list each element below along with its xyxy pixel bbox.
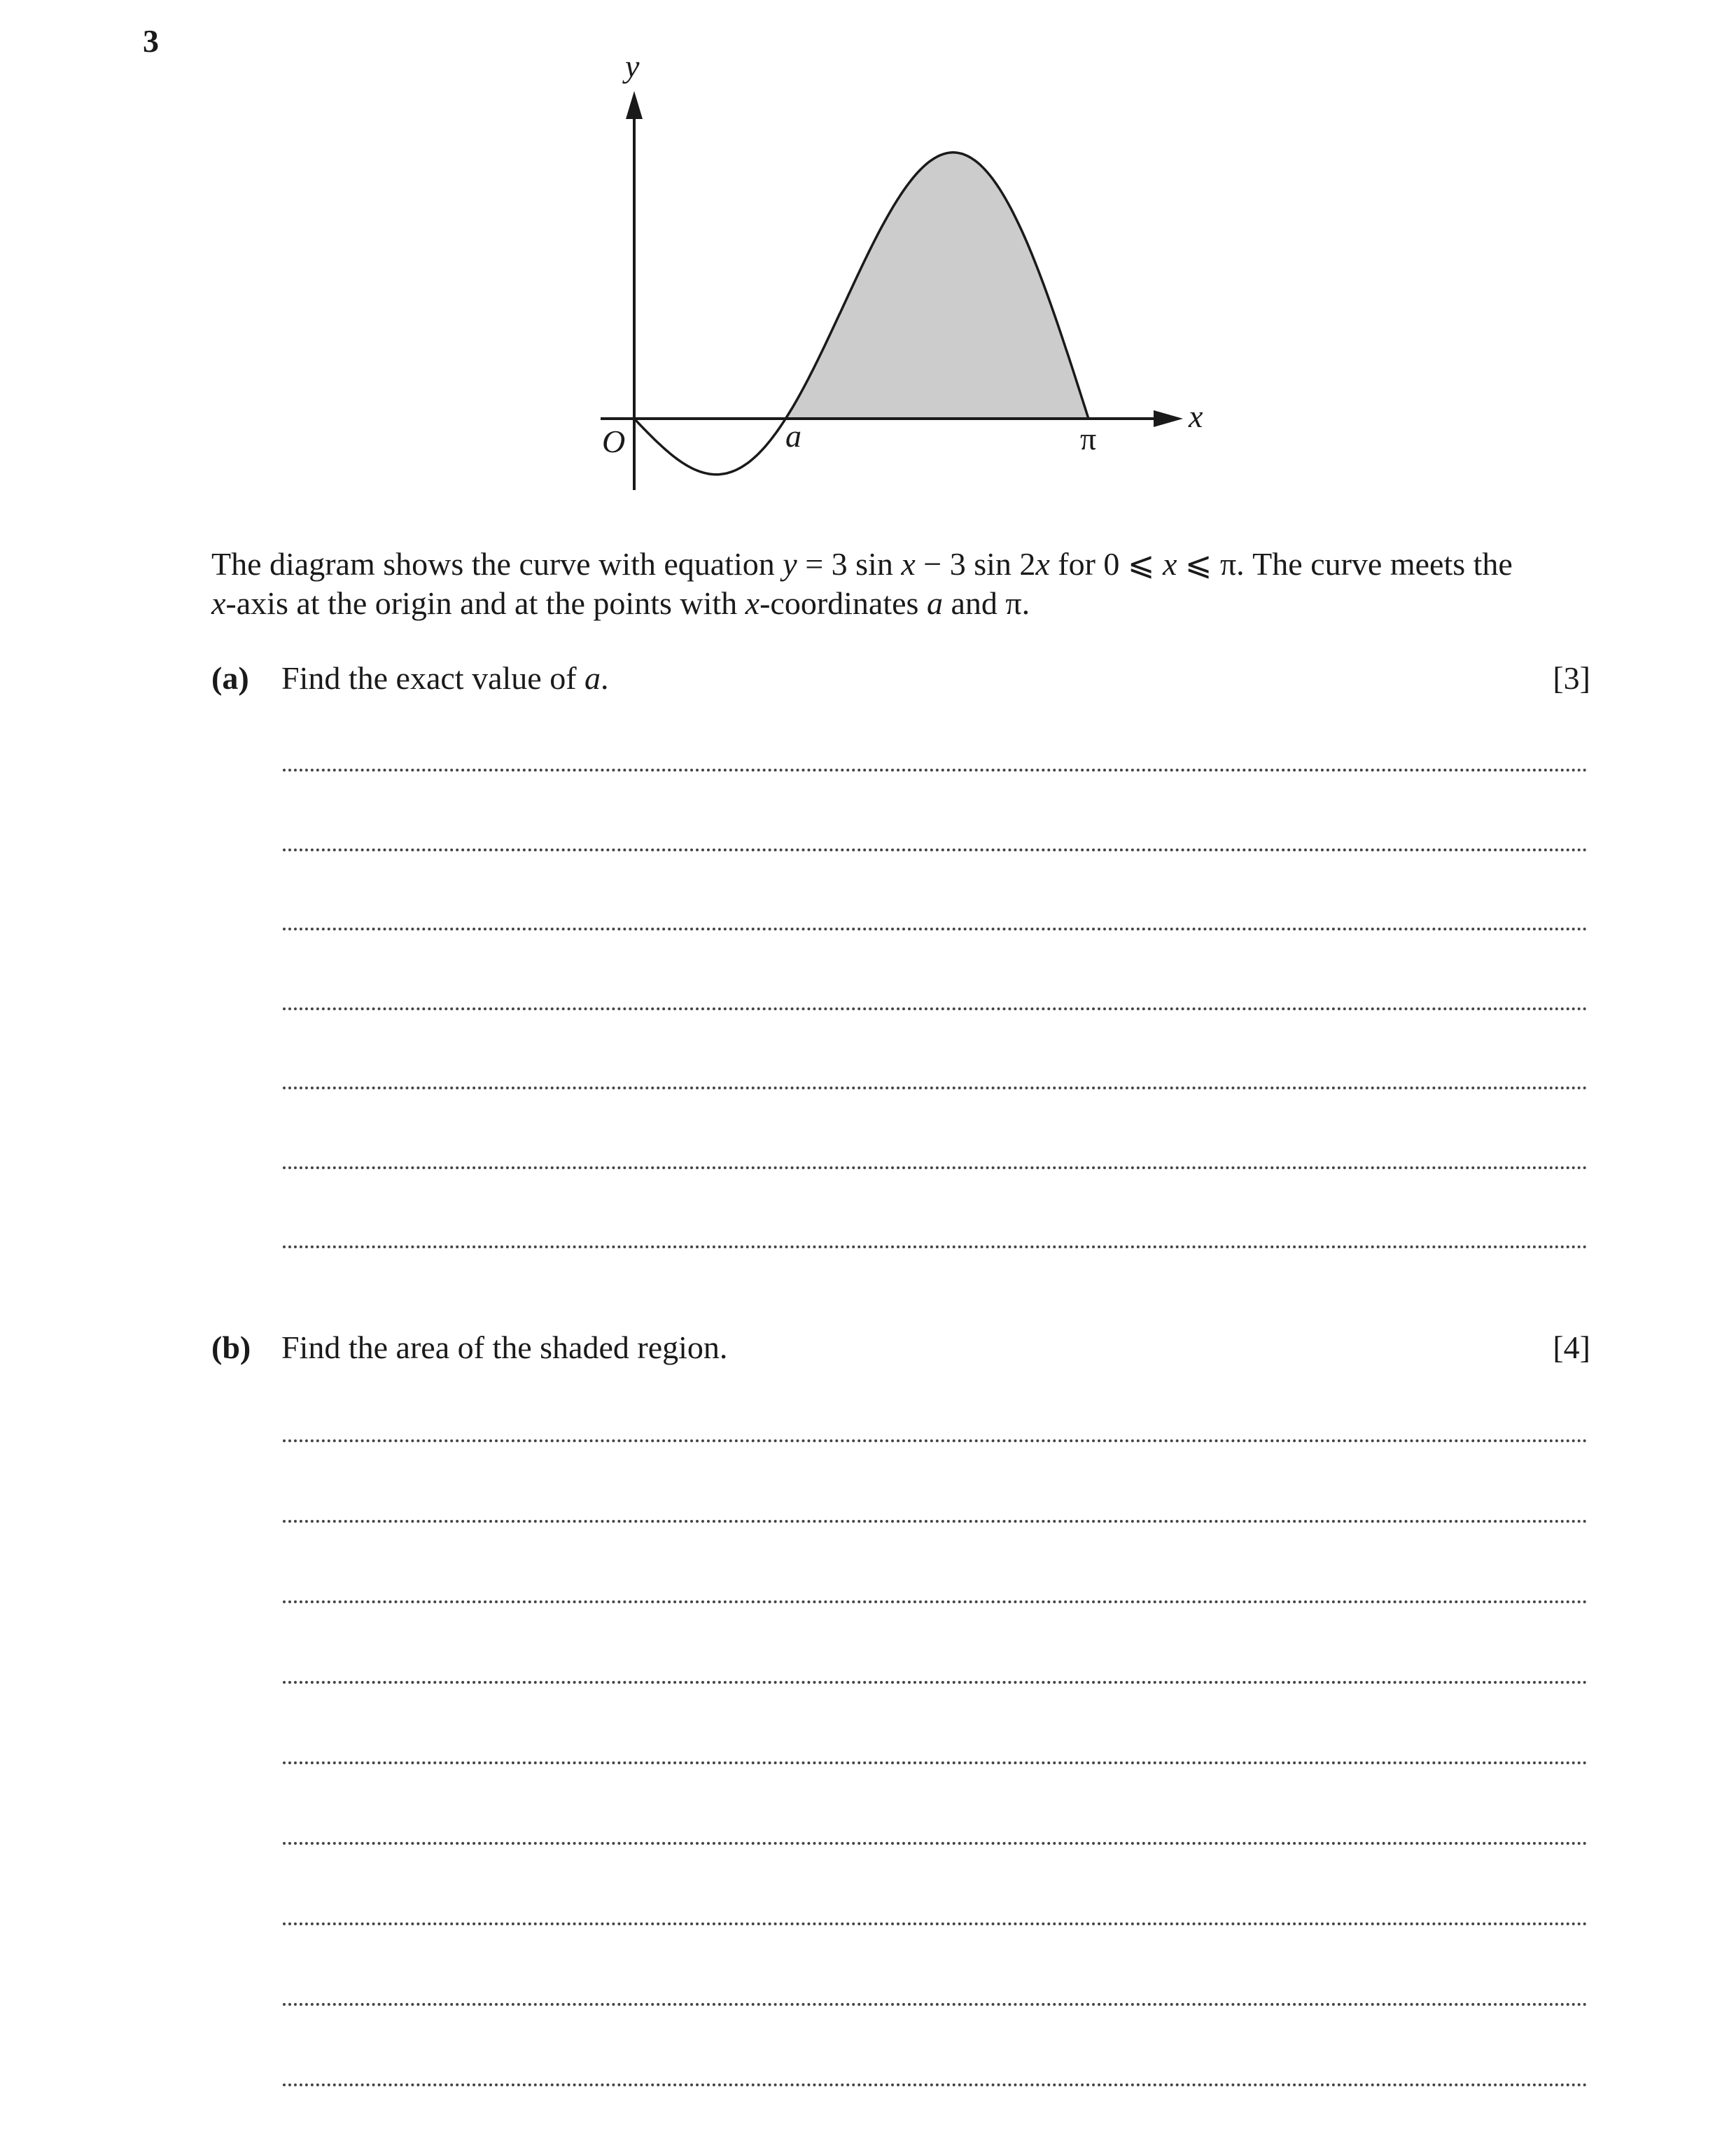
part-b-question: Find the area of the shaded region. — [281, 1329, 728, 1365]
answer-line-b[interactable] — [283, 1681, 1588, 1684]
intro-line-2 — [211, 584, 1590, 623]
intro-text: = 3 sin — [797, 546, 902, 582]
answer-line-a[interactable] — [283, 928, 1588, 930]
x-axis-label: x — [1189, 398, 1203, 434]
intro-var: a — [926, 585, 943, 621]
intro-text: − 3 sin 2 — [915, 546, 1036, 582]
part-a-question — [281, 659, 609, 697]
answer-line-b[interactable] — [283, 1842, 1588, 1845]
part-b-label: (b) — [211, 1329, 251, 1365]
part-a — [211, 659, 1590, 701]
intro-var: x — [1035, 546, 1050, 582]
intro-var: x — [745, 585, 760, 621]
intro-text: for 0 ⩽ — [1049, 546, 1163, 582]
intro-var: x — [1162, 546, 1177, 582]
answer-line-b[interactable] — [283, 1761, 1588, 1764]
part-a-variable: a — [584, 660, 601, 696]
part-a-label: (a) — [211, 660, 249, 696]
y-axis-label: y — [625, 48, 640, 84]
answer-line-a[interactable] — [283, 769, 1588, 772]
intro-var: x — [901, 546, 916, 582]
part-a-text: Find the exact value of — [281, 660, 585, 696]
y-axis-arrow-icon — [626, 91, 643, 119]
answer-line-a[interactable] — [283, 1245, 1588, 1248]
intro-text: and π. — [942, 585, 1030, 621]
intro-line-1 — [211, 545, 1590, 584]
answer-line-b[interactable] — [283, 1520, 1588, 1523]
answer-line-a[interactable] — [283, 1087, 1588, 1089]
part-a-text-end: . — [601, 660, 609, 696]
answer-line-a[interactable] — [283, 849, 1588, 851]
intro-text: The diagram shows the curve with equation — [211, 546, 783, 582]
part-b — [211, 1329, 1590, 1371]
answer-line-b[interactable] — [283, 2083, 1588, 2086]
root-a-label: a — [785, 418, 802, 454]
question-number: 3 — [143, 23, 159, 59]
curve-diagram — [0, 0, 1736, 518]
answer-line-a[interactable] — [283, 1007, 1588, 1010]
intro-text: ⩽ π. The curve meets the — [1177, 546, 1513, 582]
answer-line-b[interactable] — [283, 2003, 1588, 2006]
answer-line-b[interactable] — [283, 1922, 1588, 1925]
intro-text: -coordinates — [760, 585, 927, 621]
answer-line-a[interactable] — [283, 1166, 1588, 1169]
answer-line-b[interactable] — [283, 1600, 1588, 1603]
question-intro — [211, 545, 1590, 623]
x-axis-arrow-icon — [1154, 410, 1183, 427]
part-a-marks: [3] — [1553, 660, 1590, 696]
origin-label: O — [602, 424, 626, 459]
answer-line-b[interactable] — [283, 1439, 1588, 1442]
intro-text: -axis at the origin and at the points with — [225, 585, 746, 621]
root-pi-label: π — [1080, 421, 1097, 456]
intro-var: x — [211, 585, 226, 621]
intro-var: y — [783, 546, 797, 582]
part-b-marks: [4] — [1553, 1329, 1590, 1365]
